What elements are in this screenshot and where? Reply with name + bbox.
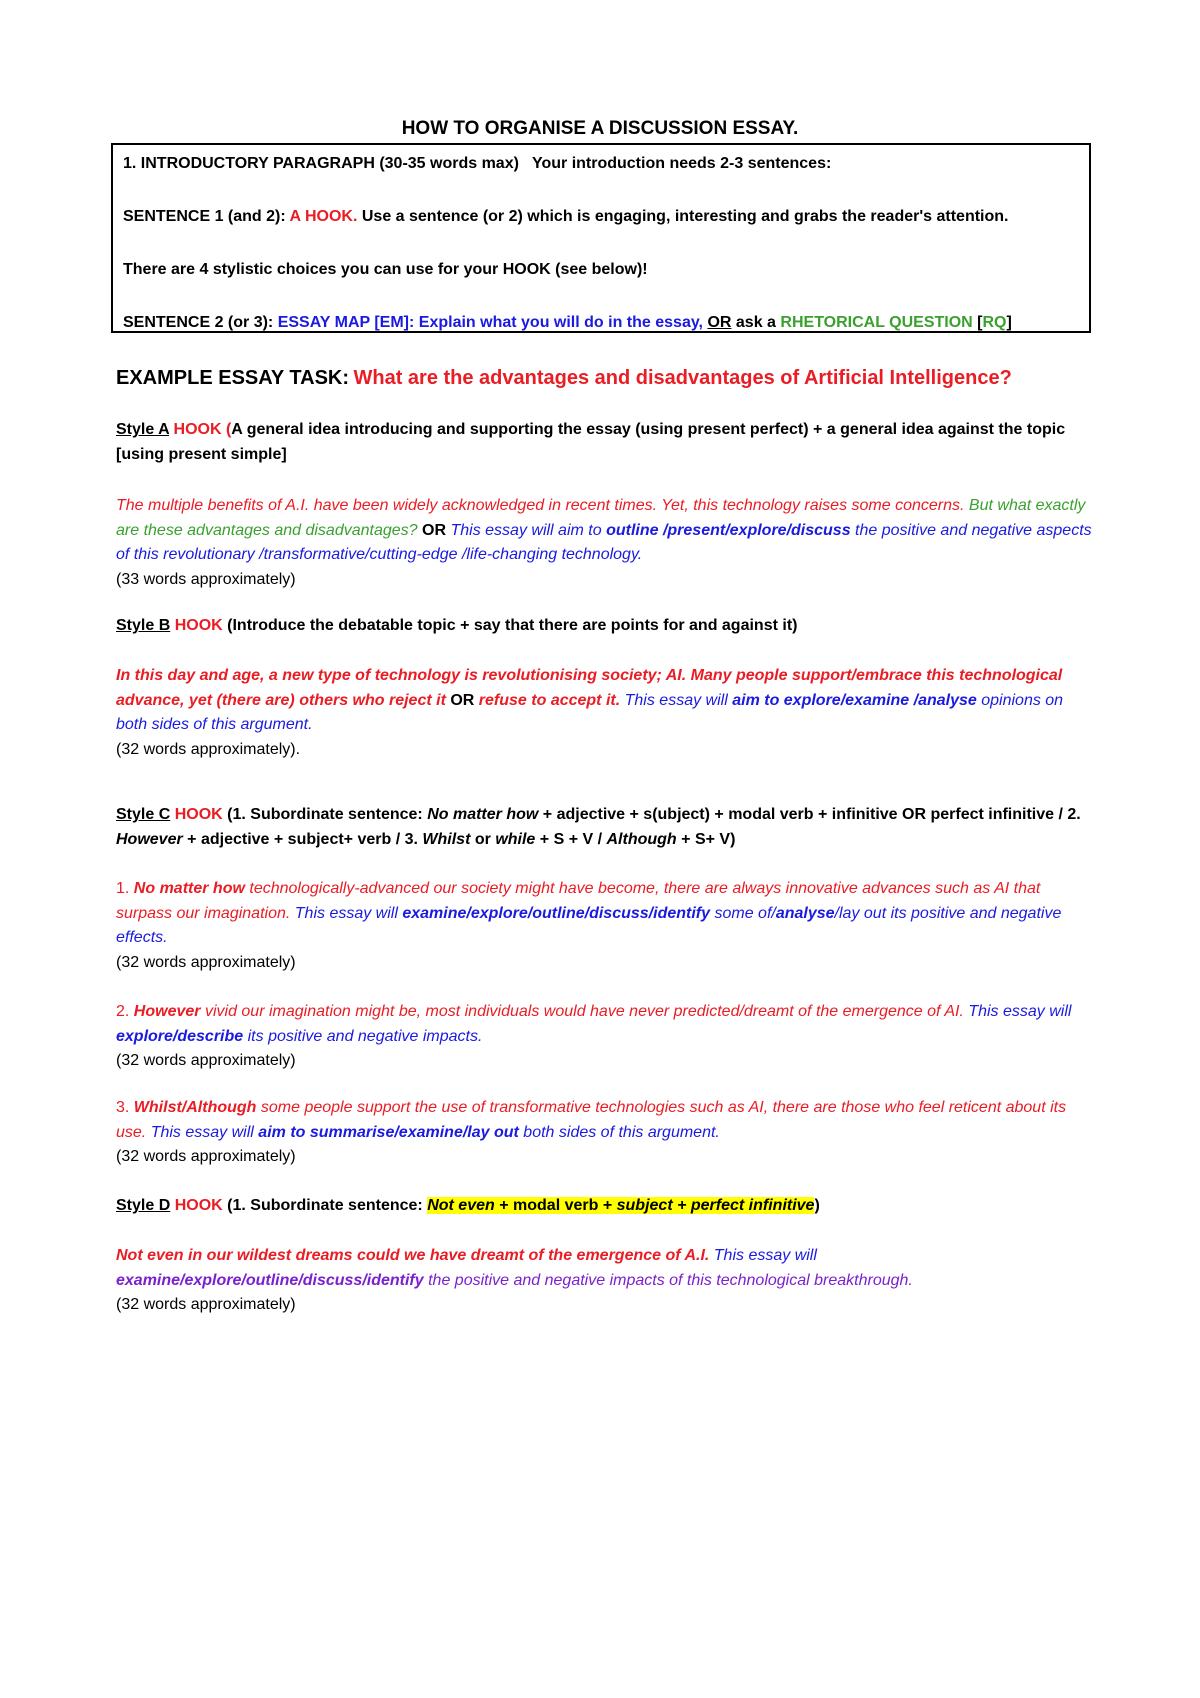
style-c-ex3-num: 3. [116, 1099, 130, 1116]
style-d-example-purple: the positive and negative impacts of this technological breakthrough. [428, 1271, 913, 1289]
style-c-desc-5: + adjective + subject+ verb / 3. [187, 830, 418, 848]
intro-box [111, 143, 1091, 333]
style-d-desc-3: + modal verb + [499, 1197, 613, 1214]
style-d-label: Style D [116, 1197, 171, 1214]
essay-map-explain: Explain what you will do in the essay, [418, 314, 703, 331]
style-c-ex2-verbs: explore/describe [116, 1027, 244, 1045]
style-d-example-verbs: examine/explore/outline/discuss/identify [116, 1271, 424, 1289]
style-b-example-blue-2: opinions on both sides of this argument. [116, 691, 1064, 733]
style-c-ex3-blue: This essay will [150, 1123, 254, 1141]
stylistic-choices: There are 4 stylistic choices you can use for your HOOK (see below)! [123, 261, 648, 278]
style-c-hook: HOOK [174, 806, 223, 823]
style-c-ex2-word-count: (32 words approximately) [116, 1052, 296, 1069]
style-a-example [116, 494, 1096, 592]
style-d-heading [116, 1194, 1096, 1219]
style-c-desc-2: No matter how [427, 806, 539, 823]
style-c-example-2 [116, 1000, 1096, 1074]
or-word: OR [707, 314, 732, 331]
rq-bracket-open: [ [977, 314, 983, 331]
style-b-example-blue: This essay will [624, 691, 728, 709]
style-b-example-red-2: refuse to accept it. [478, 691, 621, 709]
style-c-ex3-blue-2: both sides of this argument. [523, 1123, 720, 1141]
intro-line-1 [123, 151, 1079, 177]
ask-a: ask a [735, 314, 776, 331]
style-d-hook: HOOK [174, 1197, 223, 1214]
intro-sentence-count: Your introduction needs 2-3 sentences: [531, 155, 832, 172]
style-c-ex1-bold: No matter how [133, 880, 245, 897]
style-b-label: Style B [116, 617, 171, 634]
style-c-desc-6: Whilst [422, 830, 471, 848]
style-a-label: Style A [116, 421, 170, 438]
style-c-ex1-blue: This essay will [294, 904, 398, 922]
style-a-description: A general idea introducing and supporting the essay (using present perfect) + a general idea against the topic [using present simple] [116, 421, 1066, 463]
intro-line-3 [123, 257, 1079, 283]
style-c-ex2-num: 2. [116, 1003, 130, 1020]
style-b-description: (Introduce the debatable topic + say that there are points for and against it) [227, 617, 798, 634]
style-c-heading [116, 803, 1096, 852]
style-a-heading [116, 418, 1096, 467]
style-a-example-blue-2: the positive and negative aspects of this revolutionary /transformative/cutting-edge /life-changing technology. [116, 521, 1092, 563]
style-a-example-red: The multiple benefits of A.I. have been widely acknowledged in recent times. Yet, this technology raises some concerns. [116, 497, 965, 514]
style-c-ex3-bold: Whilst/Although [133, 1099, 257, 1116]
intro-line-4 [123, 310, 1079, 336]
page-title: HOW TO ORGANISE A DISCUSSION ESSAY. [401, 118, 799, 139]
style-c-ex2-red: vivid our imagination might be, most individuals would have never predicted/dreamt of the emergence of AI. [204, 1003, 964, 1020]
style-c-ex1-num: 1. [116, 880, 130, 897]
style-c-desc-3: + adjective + s(ubject) + modal verb + infinitive OR perfect infinitive / 2. [542, 806, 1081, 823]
style-c-ex2-blue: This essay will [968, 1003, 1072, 1020]
style-c-desc-9: + S + V / [539, 830, 603, 848]
style-c-desc-7: or [474, 830, 491, 848]
style-c-desc-8: while [495, 830, 536, 848]
style-a-example-question: But what exactly are these advantages and disadvantages? [116, 497, 1086, 539]
style-c-desc-10: Although [606, 830, 677, 848]
style-c-ex2-bold: However [133, 1003, 201, 1020]
rq-abbr: RQ [982, 314, 1007, 331]
style-c-ex1-red: technologically-advanced our society might have become, there are always innovative advances such as AI that surpass our imagination. [116, 880, 1041, 922]
style-d-example [116, 1244, 1096, 1318]
essay-task [116, 366, 1096, 393]
style-b-hook: HOOK [174, 617, 223, 634]
style-c-ex3-verbs: aim to summarise/examine/lay out [258, 1123, 519, 1141]
intro-heading: 1. INTRODUCTORY PARAGRAPH (30-35 words max) [123, 155, 519, 172]
style-c-ex2-blue-2: its positive and negative impacts. [247, 1027, 483, 1045]
rq-bracket-close: ] [1006, 314, 1012, 331]
style-a-hook: HOOK ( [173, 421, 232, 438]
style-c-desc-4: However [116, 830, 183, 848]
style-d-desc-4: subject + perfect infinitive [616, 1197, 815, 1214]
style-b-word-count: (32 words approximately). [116, 740, 301, 758]
style-b-example-verbs: aim to explore/examine /analyse [732, 691, 977, 709]
style-d-desc-2: Not even [427, 1197, 495, 1214]
style-c-desc-1: (1. Subordinate sentence: [227, 806, 423, 823]
style-d-word-count: (32 words approximately) [116, 1296, 296, 1313]
style-a-word-count: (33 words approximately) [116, 570, 296, 588]
style-d-example-blue: This essay will [713, 1247, 817, 1264]
style-d-desc-5: ) [814, 1197, 820, 1214]
hook-description: Use a sentence (or 2) which is engaging, interesting and grabs the reader's attention. [361, 208, 1009, 225]
style-c-ex1-verbs: examine/explore/outline/discuss/identify [402, 904, 711, 922]
style-a-example-blue: This essay will aim to [450, 521, 602, 539]
task-question: What are the advantages and disadvantages of Artificial Intelligence? [353, 367, 1012, 389]
essay-map-label: ESSAY MAP [EM]: [277, 314, 415, 331]
style-c-ex1-blue-3: /lay out its positive and negative effects. [116, 904, 1062, 946]
style-c-label: Style C [116, 806, 171, 823]
style-c-ex1-word-count: (32 words approximately) [116, 953, 296, 971]
style-a-or: OR [422, 521, 447, 539]
sentence1-label: SENTENCE 1 (and 2): [123, 208, 286, 225]
style-b-heading [116, 614, 1096, 639]
style-c-example-1 [116, 877, 1096, 975]
style-c-ex3-red: some people support the use of transformative technologies such as AI, there are those who feel reticent about its use. [116, 1099, 1067, 1141]
style-c-ex1-blue-2: some of/ [714, 904, 776, 922]
style-b-example [116, 664, 1096, 762]
style-c-desc-11: + S+ V) [681, 830, 736, 848]
rhetorical-question-label: RHETORICAL QUESTION [780, 314, 973, 331]
style-b-example-red: In this day and age, a new type of technology is revolutionising society; AI. Many people support/embrace this technological advance, yet (there are) others who reject it [116, 667, 1063, 709]
sentence2-label: SENTENCE 2 (or 3): [123, 314, 274, 331]
style-d-example-red: Not even in our wildest dreams could we have dreamt of the emergence of A.I. [116, 1247, 710, 1264]
hook-label: A HOOK. [289, 208, 358, 225]
intro-line-2 [123, 204, 1079, 230]
style-d-desc-1: (1. Subordinate sentence: [227, 1197, 423, 1214]
style-c-example-3 [116, 1096, 1096, 1170]
task-label: EXAMPLE ESSAY TASK: [116, 367, 350, 389]
style-a-example-verbs: outline /present/explore/discuss [606, 521, 851, 539]
style-c-ex1-verbs-2: analyse [775, 904, 835, 922]
style-c-ex3-word-count: (32 words approximately) [116, 1148, 296, 1165]
style-b-or: OR [450, 691, 475, 709]
